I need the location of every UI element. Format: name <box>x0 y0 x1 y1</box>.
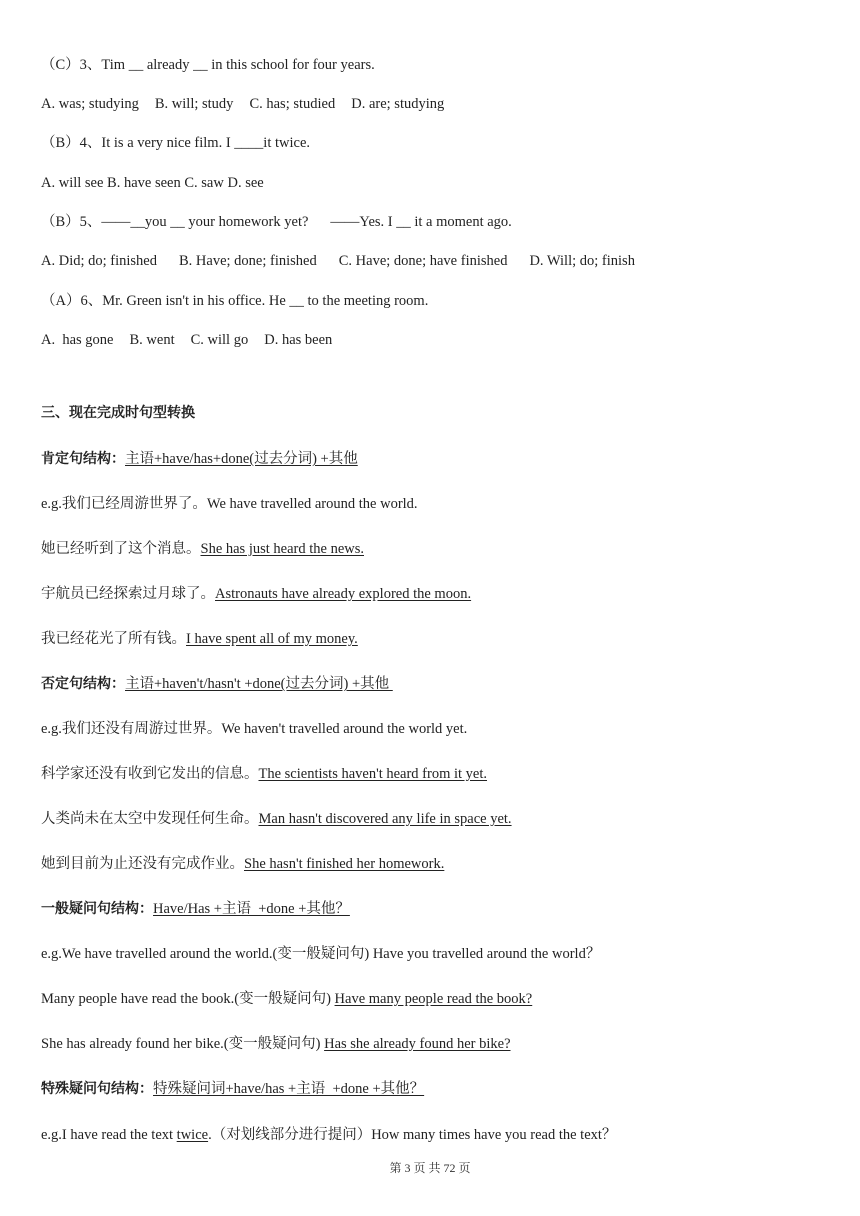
question-5-part-2: ——Yes. I __ it a moment ago. <box>330 214 512 230</box>
affirmative-item <box>41 585 471 603</box>
chinese-sentence: 我已经花光了所有钱。 <box>41 631 186 647</box>
negative-example: e.g.我们还没有周游过世界。We haven't travelled around the world yet. <box>41 721 468 737</box>
example-text: .（对划线部分进行提问）How many times have you read the text？ <box>208 1127 617 1143</box>
affirmative-structure <box>41 450 358 468</box>
affirmative-label: 肯定句结构： <box>41 451 125 467</box>
special-question-label: 特殊疑问句结构： <box>41 1081 153 1097</box>
special-question-example <box>41 1126 616 1144</box>
general-question-item <box>41 990 532 1008</box>
chinese-sentence: 科学家还没有收到它发出的信息。 <box>41 766 259 782</box>
chinese-sentence: 宇航员已经探索过月球了。 <box>41 586 215 602</box>
option-d: D. are; studying <box>351 96 445 112</box>
negative-item <box>41 855 444 873</box>
option-c: C. Have; done; have finished <box>338 253 508 269</box>
section-title: 三、现在完成时句型转换 <box>41 405 195 421</box>
answer-text: The scientists haven't heard from it yet. <box>258 766 488 782</box>
question-4-options <box>41 174 264 192</box>
question-4: （B）4、It is a very nice film. I ____it twice. <box>41 135 311 151</box>
option-a: A. was; studying <box>41 96 139 112</box>
option-c: C. has; studied <box>249 96 336 112</box>
answer-text: Astronauts have already explored the moon. <box>215 586 472 602</box>
general-question-label: 一般疑问句结构： <box>41 901 153 917</box>
option-c: C. saw <box>184 175 224 191</box>
source-sentence: Many people have read the book.(变一般疑问句) <box>41 991 335 1007</box>
question-3: （C）3、Tim __ already __ in this school for four years. <box>41 57 375 73</box>
special-question-structure <box>41 1080 424 1098</box>
question-3-options <box>41 95 444 113</box>
question-5 <box>41 213 512 231</box>
underlined-word: twice <box>176 1127 209 1143</box>
general-question-formula: Have/Has +主语 +done +其他？ <box>153 901 350 917</box>
answer-text: Has she already found her bike? <box>324 1036 511 1052</box>
affirmative-formula: 主语+have/has+done(过去分词) +其他 <box>125 451 358 467</box>
option-b: B. went <box>129 332 175 348</box>
negative-label: 否定句结构： <box>41 676 125 692</box>
special-question-formula: 特殊疑问词+have/has +主语 +done +其他？ <box>153 1081 425 1097</box>
general-question-item <box>41 1035 511 1053</box>
chinese-sentence: 她到目前为止还没有完成作业。 <box>41 856 244 872</box>
general-question-structure <box>41 900 350 918</box>
question-6: （A）6、Mr. Green isn't in his office. He __ to the meeting room. <box>41 293 429 309</box>
affirmative-item <box>41 540 364 558</box>
negative-formula: 主语+haven't/hasn't +done(过去分词) +其他 <box>125 676 393 692</box>
option-a: A. will see <box>41 175 104 191</box>
affirmative-item <box>41 630 358 648</box>
page-footer: 第 3 页 共 72 页 <box>389 1161 471 1175</box>
question-5-part-1: （B）5、——__you __ your homework yet? <box>41 214 309 230</box>
negative-item <box>41 765 487 783</box>
option-b: B. Have; done; finished <box>179 253 317 269</box>
question-6-options <box>41 331 332 349</box>
example-text: e.g.I have read the text <box>41 1127 177 1143</box>
option-b: B. have seen <box>107 175 181 191</box>
option-a: A. has gone <box>41 332 114 348</box>
answer-text: I have spent all of my money. <box>186 631 358 647</box>
affirmative-example: e.g.我们已经周游世界了。We have travelled around the world. <box>41 496 418 512</box>
negative-structure <box>41 675 393 693</box>
answer-text: She has just heard the news. <box>200 541 364 557</box>
answer-text: She hasn't finished her homework. <box>244 856 445 872</box>
question-5-options <box>41 252 635 270</box>
chinese-sentence: 她已经听到了这个消息。 <box>41 541 201 557</box>
source-sentence: She has already found her bike.(变一般疑问句) <box>41 1036 325 1052</box>
option-c: C. will go <box>190 332 249 348</box>
option-d: D. see <box>227 175 264 191</box>
chinese-sentence: 人类尚未在太空中发现任何生命。 <box>41 811 259 827</box>
negative-item <box>41 810 512 828</box>
general-question-example: e.g.We have travelled around the world.(变一般疑问句) Have you travelled around the world？ <box>41 946 601 962</box>
option-d: D. has been <box>264 332 333 348</box>
answer-text: Have many people read the book? <box>334 991 533 1007</box>
option-a: A. Did; do; finished <box>41 253 157 269</box>
answer-text: Man hasn't discovered any life in space yet. <box>258 811 512 827</box>
option-b: B. will; study <box>154 96 234 112</box>
option-d: D. Will; do; finish <box>529 253 635 269</box>
